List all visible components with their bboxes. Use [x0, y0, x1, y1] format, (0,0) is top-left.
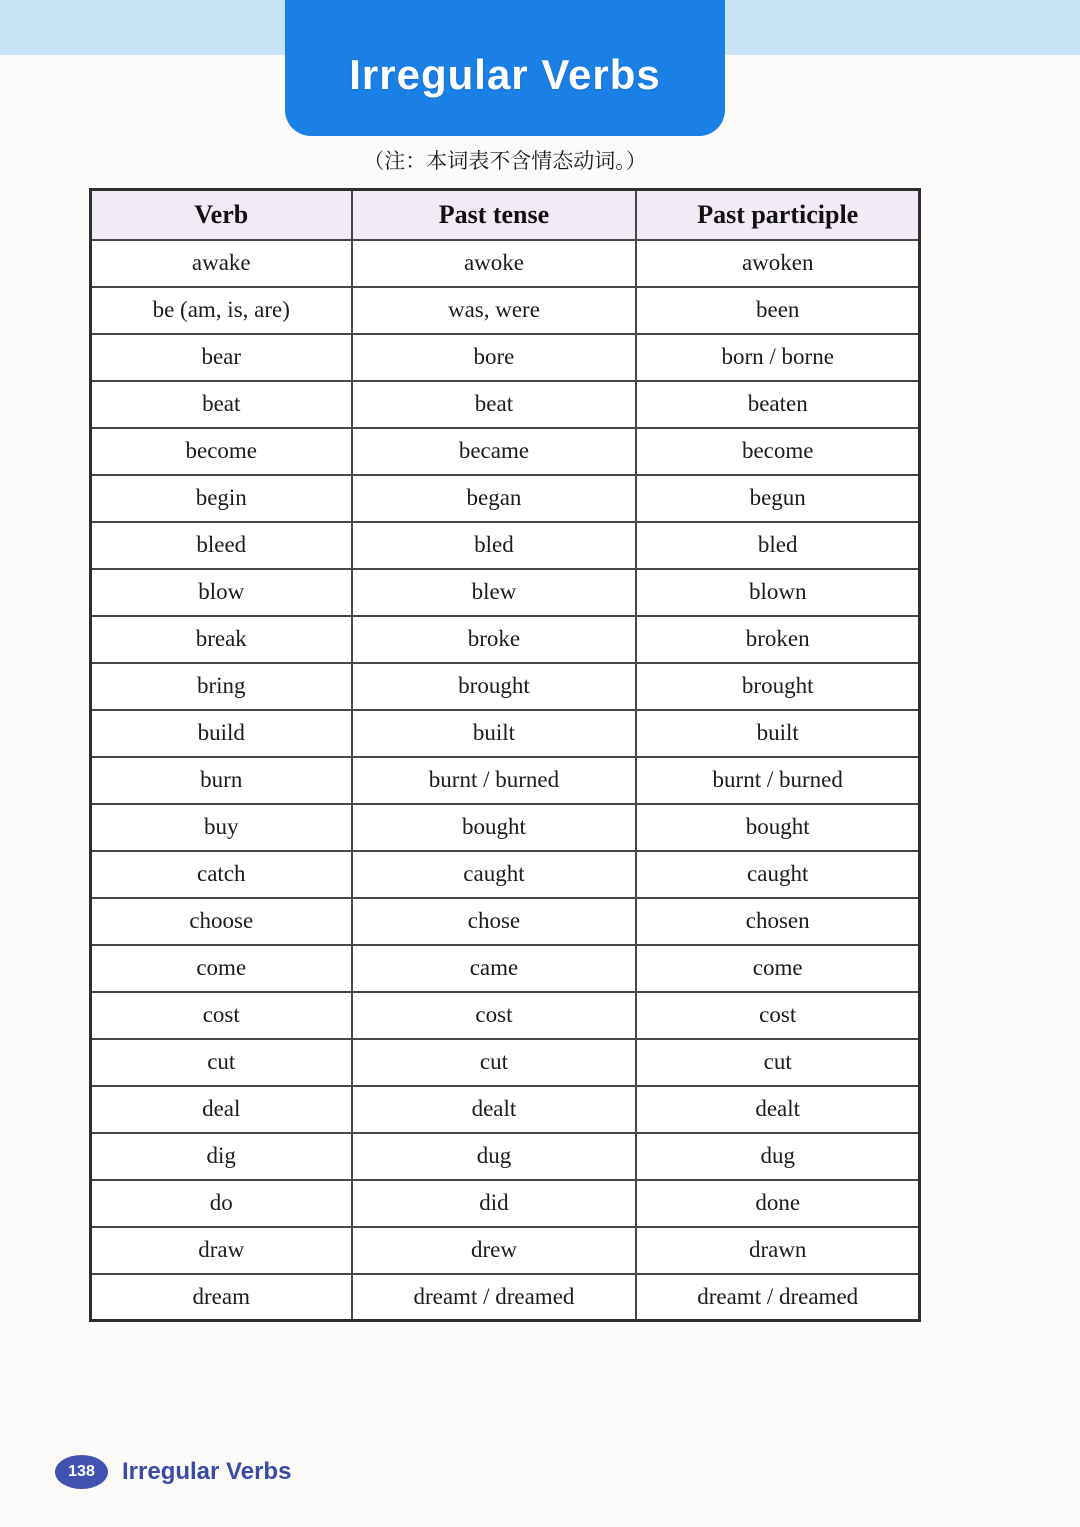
past-tense-cell: chose	[352, 898, 637, 945]
page-content	[89, 0, 921, 1322]
table-row	[91, 710, 920, 757]
past-participle-cell: dug	[636, 1133, 919, 1180]
verb-cell: build	[91, 710, 352, 757]
past-participle-cell: dealt	[636, 1086, 919, 1133]
table-row	[91, 898, 920, 945]
verb-cell: draw	[91, 1227, 352, 1274]
verb-cell: bear	[91, 334, 352, 381]
past-participle-cell: built	[636, 710, 919, 757]
past-tense-cell: became	[352, 428, 637, 475]
verb-cell: bleed	[91, 522, 352, 569]
past-participle-cell: been	[636, 287, 919, 334]
verb-cell: dig	[91, 1133, 352, 1180]
verb-cell: buy	[91, 804, 352, 851]
table-row	[91, 1274, 920, 1321]
past-tense-cell: blew	[352, 569, 637, 616]
past-tense-cell: bought	[352, 804, 637, 851]
note-text: （注：本词表不含情态动词。）	[363, 149, 647, 173]
table-row	[91, 804, 920, 851]
past-tense-cell: dreamt / dreamed	[352, 1274, 637, 1321]
verb-cell: dream	[91, 1274, 352, 1321]
table-row	[91, 287, 920, 334]
past-tense-cell: came	[352, 945, 637, 992]
irregular-verbs-table	[89, 188, 921, 1322]
page-title: Irregular Verbs	[349, 51, 661, 98]
footer-section-label: Irregular Verbs	[122, 1458, 292, 1485]
past-participle-cell: drawn	[636, 1227, 919, 1274]
past-tense-cell: beat	[352, 381, 637, 428]
table-row	[91, 475, 920, 522]
table-row	[91, 1086, 920, 1133]
table-header	[91, 190, 920, 240]
past-participle-cell: bled	[636, 522, 919, 569]
verb-cell: choose	[91, 898, 352, 945]
verb-cell: cut	[91, 1039, 352, 1086]
page-number-badge: 138	[55, 1455, 108, 1489]
past-tense-cell: burnt / burned	[352, 757, 637, 804]
verb-cell: burn	[91, 757, 352, 804]
table-row	[91, 851, 920, 898]
past-participle-cell: dreamt / dreamed	[636, 1274, 919, 1321]
table-row	[91, 334, 920, 381]
table-row	[91, 240, 920, 287]
past-participle-cell: become	[636, 428, 919, 475]
header-row	[91, 190, 920, 240]
table-row	[91, 616, 920, 663]
past-tense-cell: did	[352, 1180, 637, 1227]
table-row	[91, 945, 920, 992]
verb-cell: awake	[91, 240, 352, 287]
table-row	[91, 663, 920, 710]
past-participle-cell: beaten	[636, 381, 919, 428]
verb-cell: beat	[91, 381, 352, 428]
verb-cell: blow	[91, 569, 352, 616]
past-participle-cell: cost	[636, 992, 919, 1039]
past-participle-cell: awoken	[636, 240, 919, 287]
verb-cell: come	[91, 945, 352, 992]
past-participle-cell: begun	[636, 475, 919, 522]
past-participle-cell: brought	[636, 663, 919, 710]
verb-cell: cost	[91, 992, 352, 1039]
table-row	[91, 381, 920, 428]
past-tense-cell: bore	[352, 334, 637, 381]
header-past-tense: Past tense	[352, 190, 637, 240]
table-row	[91, 1227, 920, 1274]
table-row	[91, 428, 920, 475]
past-participle-cell: come	[636, 945, 919, 992]
past-tense-cell: cost	[352, 992, 637, 1039]
table-row	[91, 992, 920, 1039]
past-participle-cell: born / borne	[636, 334, 919, 381]
past-tense-cell: brought	[352, 663, 637, 710]
header-verb: Verb	[91, 190, 352, 240]
past-tense-cell: built	[352, 710, 637, 757]
past-participle-cell: cut	[636, 1039, 919, 1086]
header-past-participle: Past participle	[636, 190, 919, 240]
table-row	[91, 1039, 920, 1086]
past-tense-cell: began	[352, 475, 637, 522]
verb-cell: do	[91, 1180, 352, 1227]
past-tense-cell: cut	[352, 1039, 637, 1086]
past-participle-cell: chosen	[636, 898, 919, 945]
verb-cell: become	[91, 428, 352, 475]
table-row	[91, 1133, 920, 1180]
past-tense-cell: bled	[352, 522, 637, 569]
past-participle-cell: burnt / burned	[636, 757, 919, 804]
past-participle-cell: blown	[636, 569, 919, 616]
verb-cell: deal	[91, 1086, 352, 1133]
verb-cell: bring	[91, 663, 352, 710]
verb-cell: be (am, is, are)	[91, 287, 352, 334]
table-row	[91, 522, 920, 569]
title-banner	[285, 0, 725, 136]
verb-cell: catch	[91, 851, 352, 898]
past-participle-cell: broken	[636, 616, 919, 663]
past-participle-cell: caught	[636, 851, 919, 898]
past-tense-cell: awoke	[352, 240, 637, 287]
past-participle-cell: done	[636, 1180, 919, 1227]
past-participle-cell: bought	[636, 804, 919, 851]
past-tense-cell: was, were	[352, 287, 637, 334]
past-tense-cell: dealt	[352, 1086, 637, 1133]
table-row	[91, 569, 920, 616]
past-tense-cell: broke	[352, 616, 637, 663]
past-tense-cell: dug	[352, 1133, 637, 1180]
verb-cell: begin	[91, 475, 352, 522]
past-tense-cell: caught	[352, 851, 637, 898]
table-row	[91, 757, 920, 804]
verb-cell: break	[91, 616, 352, 663]
page-footer	[55, 1455, 291, 1489]
verb-table-body	[91, 240, 920, 1321]
table-row	[91, 1180, 920, 1227]
past-tense-cell: drew	[352, 1227, 637, 1274]
